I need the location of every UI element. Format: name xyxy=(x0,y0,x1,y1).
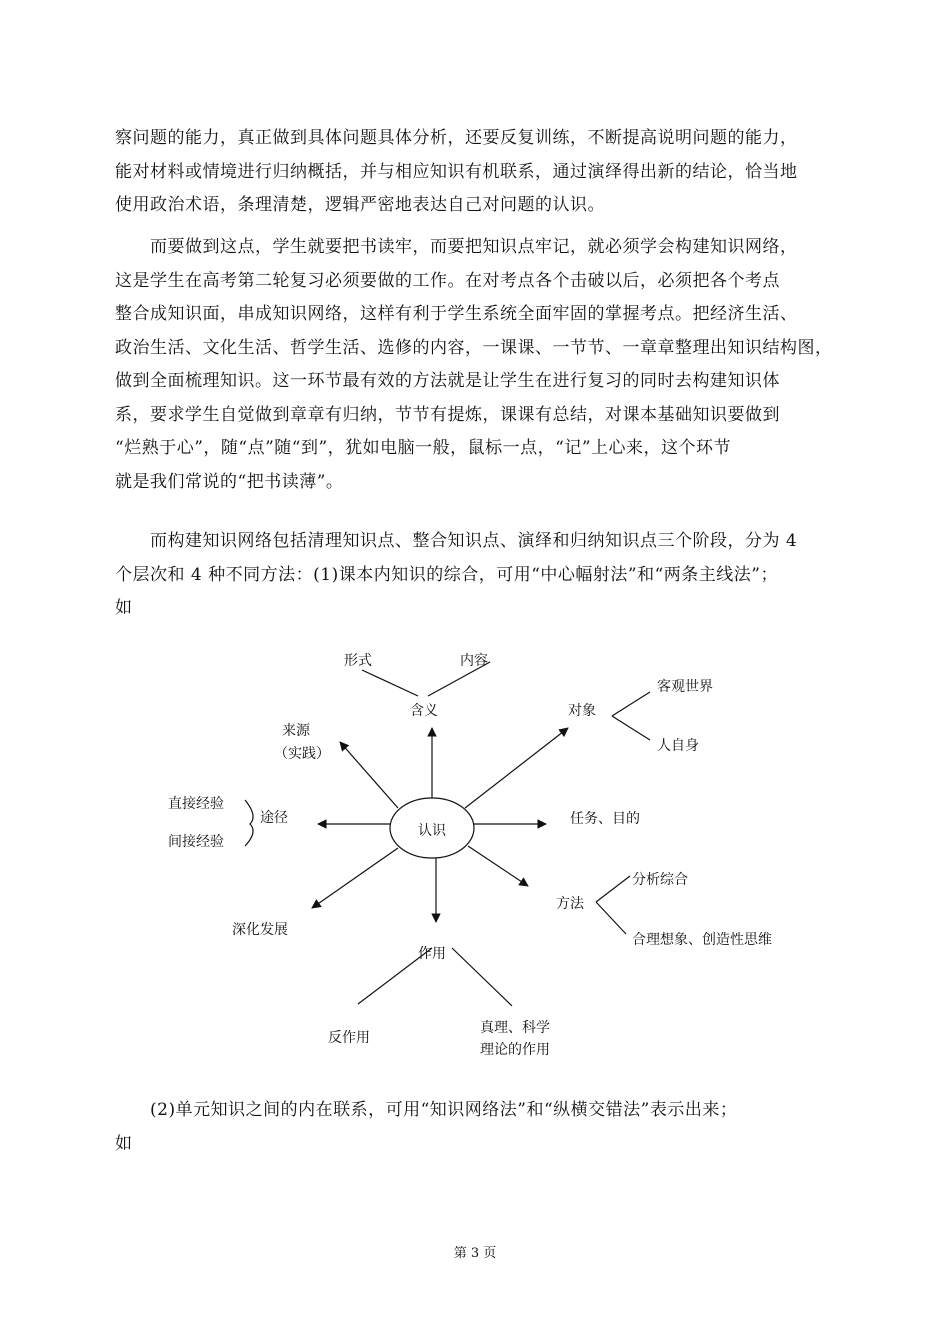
objective-world-label: 客观世界 xyxy=(657,679,713,695)
page-number: 第 3 页 xyxy=(453,1246,497,1261)
center-label: 认识 xyxy=(418,823,446,839)
paragraph-4 xyxy=(115,1094,837,1161)
knowledge-network-diagram xyxy=(160,640,780,1070)
paragraph-1 xyxy=(115,122,837,223)
text-line: 系，要求学生自觉做到章章有归纳，节节有提炼，课课有总结，对课本基础知识要做到 xyxy=(115,404,780,425)
paragraph-2 xyxy=(115,231,837,499)
text-line: 个层次和 4 种不同方法：(1)课本内知识的综合，可用“中心幅射法”和“两条主线法”； xyxy=(115,564,778,585)
text-line: 能对材料或情境进行归纳概括，并与相应知识有机联系，通过演绎得出新的结论，恰当地 xyxy=(115,161,798,182)
counter-effect-label: 反作用 xyxy=(328,1030,370,1046)
direct-experience-label: 直接经验 xyxy=(168,796,224,812)
task-label: 任务、目的 xyxy=(570,811,640,827)
arrow-up-left xyxy=(340,742,398,808)
paragraph-3 xyxy=(115,525,837,626)
text-line: 如 xyxy=(115,1133,133,1154)
text-line: 而要做到这点，学生就要把书读牢，而要把知识点牢记，就必须学会构建知识网络， xyxy=(115,237,798,257)
source-label: 来源 xyxy=(282,723,310,739)
analysis-label: 分析综合 xyxy=(632,872,688,888)
branch-line xyxy=(452,948,512,1006)
text-line: 政治生活、文化生活、哲学生活、选修的内容，一课课、一节节、一章章整理出知识结构图， xyxy=(115,337,833,358)
arrow-down-right xyxy=(468,846,528,886)
content-label: 内容 xyxy=(460,653,488,669)
meaning-label: 含义 xyxy=(410,703,438,719)
human-self-label: 人自身 xyxy=(657,738,699,754)
source-practice-label: （实践） xyxy=(274,746,330,762)
text-line: 做到全面梳理知识。这一环节最有效的方法就是让学生在进行复习的同时去构建知识体 xyxy=(115,371,780,391)
text-line: 整合成知识面，串成知识网络，这样有利于学生系统全面牢固的掌握考点。把经济生活、 xyxy=(115,304,798,324)
bracket-line xyxy=(596,876,630,902)
truth-label-line2: 理论的作用 xyxy=(480,1042,550,1058)
text-line: 使用政治术语，条理清楚，逻辑严密地表达自己对问题的认识。 xyxy=(115,195,605,215)
text-line: 如 xyxy=(115,598,133,618)
object-label: 对象 xyxy=(568,703,596,719)
text-line: 而构建知识网络包括清理知识点、整合知识点、演绎和归纳知识点三个阶段，分为 4 xyxy=(115,531,798,551)
bracket-line xyxy=(596,902,626,934)
text-line: 就是我们常说的“把书读薄”。 xyxy=(115,471,344,492)
text-line: 察问题的能力，真正做到具体问题具体分析，还要反复训练，不断提高说明问题的能力， xyxy=(115,128,798,148)
route-brace xyxy=(245,800,253,846)
truth-label-line1: 真理、科学 xyxy=(480,1020,550,1036)
method-label: 方法 xyxy=(556,896,584,912)
imagination-label: 合理想象、创造性思维 xyxy=(632,932,772,948)
form-label: 形式 xyxy=(344,653,372,669)
text-line: 这是学生在高考第二轮复习必须要做的工作。在对考点各个击破以后，必须把各个考点 xyxy=(115,270,780,291)
text-line: (2)单元知识之间的内在联系，可用“知识网络法”和“纵横交错法”表示出来； xyxy=(115,1100,738,1120)
bracket-line xyxy=(612,692,650,716)
text-line: “烂熟于心”，随“点”随“到”，犹如电脑一般，鼠标一点，“记”上心来，这个环节 xyxy=(115,438,732,458)
indirect-experience-label: 间接经验 xyxy=(168,834,224,850)
function-label: 作用 xyxy=(418,946,446,962)
bracket-line xyxy=(612,716,650,740)
arrow-down-left xyxy=(312,848,398,908)
branch-line xyxy=(362,670,418,696)
arrow-up-right xyxy=(465,728,568,808)
route-label: 途径 xyxy=(260,810,288,826)
deepen-label: 深化发展 xyxy=(232,922,288,938)
